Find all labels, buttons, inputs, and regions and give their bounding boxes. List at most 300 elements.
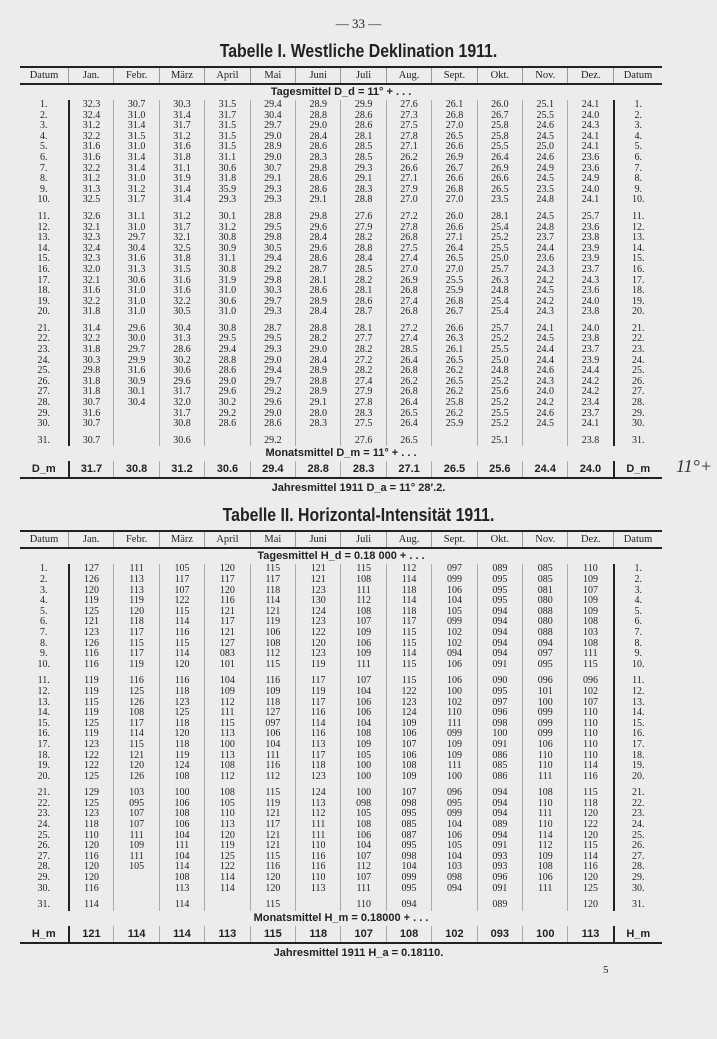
col-month: Juli bbox=[341, 67, 386, 84]
day-label: 27. bbox=[614, 852, 663, 863]
value-cell: 094 bbox=[477, 809, 522, 820]
value-cell: 104 bbox=[341, 719, 386, 730]
value-cell: 095 bbox=[386, 841, 431, 852]
value-cell bbox=[523, 900, 568, 911]
value-cell: 099 bbox=[523, 729, 568, 740]
value-cell: 096 bbox=[523, 676, 568, 687]
value-cell: 28.1 bbox=[341, 324, 386, 335]
value-cell: 31.6 bbox=[159, 276, 204, 287]
day-label: 24. bbox=[614, 356, 663, 367]
value-cell: 29.0 bbox=[205, 377, 250, 388]
value-cell: 27.9 bbox=[386, 185, 431, 196]
table-row bbox=[20, 628, 662, 639]
value-cell: 24.5 bbox=[523, 286, 568, 297]
table-row bbox=[20, 377, 662, 388]
value-cell: 27.0 bbox=[432, 265, 477, 276]
value-cell: 109 bbox=[114, 841, 159, 852]
day-label: 4. bbox=[614, 132, 663, 143]
day-label: 7. bbox=[614, 628, 663, 639]
value-cell: 108 bbox=[341, 607, 386, 618]
value-cell: 121 bbox=[250, 841, 295, 852]
day-label: 30. bbox=[37, 883, 50, 894]
table-row bbox=[20, 195, 662, 206]
value-cell: 122 bbox=[568, 820, 614, 831]
value-cell: 25.0 bbox=[477, 254, 522, 265]
mean-cell: 107 bbox=[341, 926, 386, 943]
value-cell: 30.8 bbox=[205, 324, 250, 335]
value-cell: 130 bbox=[296, 596, 341, 607]
value-cell: 102 bbox=[568, 687, 614, 698]
col-month: Mai bbox=[250, 531, 295, 548]
value-cell: 113 bbox=[114, 575, 159, 586]
value-cell: 109 bbox=[341, 740, 386, 751]
day-label: 23. bbox=[37, 809, 50, 820]
table-row bbox=[20, 788, 662, 799]
value-cell: 124 bbox=[296, 788, 341, 799]
value-cell: 24.8 bbox=[477, 366, 522, 377]
value-cell: 31.8 bbox=[69, 387, 114, 398]
value-cell: 29.5 bbox=[250, 223, 295, 234]
value-cell: 26.6 bbox=[432, 324, 477, 335]
value-cell: 119 bbox=[296, 687, 341, 698]
mean-label: H_m bbox=[20, 926, 69, 943]
table-row bbox=[20, 708, 662, 719]
value-cell: 30.7 bbox=[69, 398, 114, 409]
value-cell: 23.6 bbox=[568, 164, 614, 175]
value-cell: 106 bbox=[386, 751, 431, 762]
value-cell: 31.0 bbox=[114, 286, 159, 297]
value-cell: 125 bbox=[114, 687, 159, 698]
value-cell: 114 bbox=[159, 862, 204, 873]
value-cell: 105 bbox=[205, 799, 250, 810]
value-cell: 116 bbox=[69, 884, 114, 895]
value-cell: 28.9 bbox=[296, 387, 341, 398]
value-cell: 115 bbox=[568, 788, 614, 799]
value-cell: 126 bbox=[114, 698, 159, 709]
value-cell: 109 bbox=[386, 719, 431, 730]
value-cell: 107 bbox=[341, 676, 386, 687]
value-cell: 097 bbox=[432, 564, 477, 575]
value-cell: 091 bbox=[477, 660, 522, 671]
value-cell: 115 bbox=[250, 788, 295, 799]
table-row bbox=[20, 862, 662, 873]
day-label: 25. bbox=[37, 830, 50, 841]
day-label: 7. bbox=[40, 627, 48, 638]
value-cell: 101 bbox=[205, 660, 250, 671]
table-row bbox=[20, 799, 662, 810]
value-cell: 26.8 bbox=[432, 111, 477, 122]
value-cell bbox=[114, 436, 159, 447]
value-cell: 23.9 bbox=[568, 244, 614, 255]
value-cell: 089 bbox=[477, 900, 522, 911]
day-label: 15. bbox=[614, 719, 663, 730]
value-cell: 110 bbox=[69, 831, 114, 842]
value-cell: 113 bbox=[159, 884, 204, 895]
value-cell: 31.0 bbox=[114, 223, 159, 234]
value-cell: 103 bbox=[568, 628, 614, 639]
value-cell: 28.9 bbox=[250, 142, 295, 153]
value-cell: 095 bbox=[523, 660, 568, 671]
value-cell: 085 bbox=[386, 820, 431, 831]
value-cell: 108 bbox=[205, 788, 250, 799]
table-row bbox=[20, 809, 662, 820]
day-label: 11. bbox=[37, 676, 50, 687]
value-cell: 106 bbox=[159, 799, 204, 810]
value-cell: 26.5 bbox=[432, 132, 477, 143]
value-cell: 31.4 bbox=[159, 195, 204, 206]
day-label: 1. bbox=[614, 564, 663, 575]
day-label: 30. bbox=[614, 419, 663, 430]
value-cell: 099 bbox=[523, 719, 568, 730]
value-cell: 110 bbox=[523, 820, 568, 831]
value-cell: 26.8 bbox=[432, 297, 477, 308]
value-cell: 31.8 bbox=[159, 153, 204, 164]
col-month: Sept. bbox=[432, 67, 477, 84]
value-cell: 108 bbox=[159, 809, 204, 820]
value-cell: 105 bbox=[341, 751, 386, 762]
value-cell: 118 bbox=[386, 586, 431, 597]
day-label: 19. bbox=[614, 761, 663, 772]
value-cell: 32.2 bbox=[159, 297, 204, 308]
value-cell: 088 bbox=[523, 628, 568, 639]
value-cell: 30.2 bbox=[205, 398, 250, 409]
value-cell: 25.7 bbox=[477, 265, 522, 276]
day-label: 31. bbox=[614, 436, 663, 447]
value-cell: 23.6 bbox=[568, 153, 614, 164]
value-cell: 099 bbox=[432, 729, 477, 740]
value-cell: 108 bbox=[341, 729, 386, 740]
value-cell: 102 bbox=[432, 698, 477, 709]
value-cell: 24.3 bbox=[523, 265, 568, 276]
value-cell: 23.7 bbox=[568, 409, 614, 420]
value-cell: 106 bbox=[341, 831, 386, 842]
col-month: Juni bbox=[296, 67, 341, 84]
value-cell: 091 bbox=[477, 841, 522, 852]
value-cell: 25.2 bbox=[477, 233, 522, 244]
day-label: 9. bbox=[40, 184, 48, 195]
value-cell: 101 bbox=[523, 687, 568, 698]
value-cell: 30.0 bbox=[114, 334, 159, 345]
value-cell: 24.5 bbox=[523, 419, 568, 430]
value-cell: 28.5 bbox=[341, 265, 386, 276]
value-cell: 26.5 bbox=[432, 254, 477, 265]
value-cell: 121 bbox=[296, 575, 341, 586]
value-cell: 120 bbox=[205, 831, 250, 842]
value-cell: 114 bbox=[568, 852, 614, 863]
day-label: 1. bbox=[614, 100, 663, 111]
value-cell: 31.6 bbox=[159, 142, 204, 153]
value-cell: 25.7 bbox=[568, 212, 614, 223]
header-row bbox=[20, 67, 662, 84]
value-cell: 096 bbox=[477, 708, 522, 719]
value-cell: 104 bbox=[341, 841, 386, 852]
day-label: 21. bbox=[37, 788, 50, 799]
mean-cell: 114 bbox=[159, 926, 204, 943]
value-cell: 26.2 bbox=[386, 153, 431, 164]
monthly-mean-row bbox=[20, 926, 662, 943]
value-cell: 24.3 bbox=[568, 276, 614, 287]
day-label: 10. bbox=[614, 660, 663, 671]
value-cell: 26.8 bbox=[386, 286, 431, 297]
value-cell: 127 bbox=[205, 639, 250, 650]
value-cell: 094 bbox=[477, 799, 522, 810]
day-label: 11. bbox=[614, 212, 663, 223]
value-cell: 26.6 bbox=[477, 174, 522, 185]
value-cell: 115 bbox=[250, 852, 295, 863]
day-label: 5. bbox=[614, 607, 663, 618]
value-cell: 120 bbox=[205, 586, 250, 597]
value-cell: 31.0 bbox=[205, 307, 250, 318]
value-cell: 117 bbox=[114, 628, 159, 639]
value-cell: 31.4 bbox=[114, 164, 159, 175]
value-cell: 119 bbox=[69, 676, 114, 687]
value-cell: 106 bbox=[341, 698, 386, 709]
value-cell: 31.6 bbox=[114, 254, 159, 265]
value-cell: 114 bbox=[568, 761, 614, 772]
value-cell: 104 bbox=[432, 820, 477, 831]
value-cell bbox=[296, 436, 341, 447]
value-cell: 31.4 bbox=[114, 121, 159, 132]
value-cell: 30.8 bbox=[205, 265, 250, 276]
col-month: Sept. bbox=[432, 531, 477, 548]
value-cell: 25.4 bbox=[477, 297, 522, 308]
value-cell: 24.2 bbox=[523, 297, 568, 308]
value-cell: 113 bbox=[296, 799, 341, 810]
value-cell: 28.1 bbox=[477, 212, 522, 223]
day-label: 28. bbox=[614, 862, 663, 873]
value-cell: 114 bbox=[159, 649, 204, 660]
table-row bbox=[20, 254, 662, 265]
value-cell: 27.0 bbox=[386, 195, 431, 206]
value-cell: 27.2 bbox=[386, 212, 431, 223]
value-cell: 103 bbox=[114, 788, 159, 799]
value-cell: 31.4 bbox=[114, 153, 159, 164]
value-cell: 112 bbox=[341, 862, 386, 873]
value-cell: 117 bbox=[205, 575, 250, 586]
value-cell: 26.9 bbox=[432, 153, 477, 164]
value-cell: 27.3 bbox=[386, 111, 431, 122]
value-cell: 30.7 bbox=[69, 436, 114, 447]
value-cell: 31.4 bbox=[159, 111, 204, 122]
day-label: 14. bbox=[37, 243, 50, 254]
table-row bbox=[20, 419, 662, 430]
table-row bbox=[20, 387, 662, 398]
value-cell: 30.8 bbox=[205, 233, 250, 244]
value-cell: 100 bbox=[341, 761, 386, 772]
day-label: 12. bbox=[37, 686, 50, 697]
value-cell: 110 bbox=[523, 799, 568, 810]
col-month: Okt. bbox=[477, 67, 522, 84]
value-cell: 100 bbox=[205, 740, 250, 751]
value-cell: 29.7 bbox=[250, 377, 295, 388]
value-cell: 29.7 bbox=[114, 233, 159, 244]
value-cell: 28.6 bbox=[341, 111, 386, 122]
day-label: 17. bbox=[37, 739, 50, 750]
value-cell: 097 bbox=[477, 698, 522, 709]
value-cell: 28.8 bbox=[296, 111, 341, 122]
value-cell: 23.7 bbox=[568, 265, 614, 276]
value-cell: 115 bbox=[568, 660, 614, 671]
table-row bbox=[20, 244, 662, 255]
value-cell: 26.2 bbox=[432, 387, 477, 398]
value-cell: 110 bbox=[296, 841, 341, 852]
value-cell: 29.3 bbox=[205, 195, 250, 206]
day-label: 5. bbox=[40, 142, 48, 153]
value-cell: 30.7 bbox=[69, 419, 114, 430]
value-cell: 114 bbox=[250, 596, 295, 607]
value-cell: 111 bbox=[250, 751, 295, 762]
value-cell: 112 bbox=[523, 841, 568, 852]
value-cell: 32.1 bbox=[69, 223, 114, 234]
value-cell: 26.4 bbox=[386, 419, 431, 430]
value-cell: 095 bbox=[477, 575, 522, 586]
value-cell: 26.6 bbox=[432, 142, 477, 153]
value-cell: 110 bbox=[568, 740, 614, 751]
value-cell: 32.3 bbox=[69, 100, 114, 111]
value-cell: 28.8 bbox=[296, 377, 341, 388]
value-cell: 29.0 bbox=[296, 345, 341, 356]
value-cell: 120 bbox=[568, 809, 614, 820]
col-month: Aug. bbox=[386, 531, 431, 548]
value-cell: 119 bbox=[114, 596, 159, 607]
value-cell: 31.5 bbox=[205, 132, 250, 143]
value-cell: 107 bbox=[159, 586, 204, 597]
value-cell: 111 bbox=[159, 841, 204, 852]
value-cell: 28.5 bbox=[341, 153, 386, 164]
day-label: 26. bbox=[37, 841, 50, 852]
day-label: 11. bbox=[37, 211, 50, 222]
value-cell: 24.9 bbox=[568, 174, 614, 185]
value-cell: 27.4 bbox=[386, 254, 431, 265]
value-cell: 24.3 bbox=[523, 307, 568, 318]
mean-cell: 29.4 bbox=[250, 461, 295, 478]
value-cell: 25.2 bbox=[477, 398, 522, 409]
value-cell: 125 bbox=[205, 852, 250, 863]
value-cell: 113 bbox=[296, 884, 341, 895]
value-cell: 29.3 bbox=[341, 164, 386, 175]
value-cell: 109 bbox=[250, 687, 295, 698]
table-row bbox=[20, 564, 662, 575]
day-label: 28. bbox=[614, 398, 663, 409]
value-cell: 28.2 bbox=[341, 345, 386, 356]
value-cell: 117 bbox=[205, 617, 250, 628]
value-cell: 30.5 bbox=[159, 307, 204, 318]
value-cell: 115 bbox=[386, 660, 431, 671]
value-cell: 29.0 bbox=[250, 409, 295, 420]
value-cell: 31.0 bbox=[114, 307, 159, 318]
table-row bbox=[20, 265, 662, 276]
value-cell: 29.0 bbox=[250, 356, 295, 367]
value-cell: 123 bbox=[69, 740, 114, 751]
value-cell: 28.3 bbox=[296, 153, 341, 164]
value-cell: 26.9 bbox=[477, 164, 522, 175]
value-cell: 26.5 bbox=[432, 356, 477, 367]
value-cell: 27.9 bbox=[341, 223, 386, 234]
value-cell: 117 bbox=[250, 575, 295, 586]
value-cell: 26.9 bbox=[386, 276, 431, 287]
value-cell: 24.0 bbox=[568, 324, 614, 335]
value-cell: 119 bbox=[159, 751, 204, 762]
value-cell: 125 bbox=[69, 799, 114, 810]
mean-cell: 26.5 bbox=[432, 461, 477, 478]
value-cell: 086 bbox=[477, 772, 522, 783]
value-cell: 125 bbox=[69, 607, 114, 618]
day-label: 26. bbox=[614, 377, 663, 388]
value-cell: 116 bbox=[69, 660, 114, 671]
day-label: 21. bbox=[614, 788, 663, 799]
value-cell: 108 bbox=[114, 708, 159, 719]
day-label: 18. bbox=[614, 751, 663, 762]
value-cell: 29.7 bbox=[250, 121, 295, 132]
day-label: 19. bbox=[614, 297, 663, 308]
value-cell: 28.5 bbox=[341, 142, 386, 153]
value-cell: 26.8 bbox=[386, 366, 431, 377]
value-cell: 26.3 bbox=[477, 276, 522, 287]
col-datum: Datum bbox=[614, 67, 663, 84]
value-cell: 24.1 bbox=[568, 100, 614, 111]
value-cell: 25.5 bbox=[432, 276, 477, 287]
value-cell: 120 bbox=[159, 729, 204, 740]
monthly-mean-row bbox=[20, 461, 662, 478]
monthly-mean-label: Monatsmittel H_m = 0.18000 + . . . bbox=[253, 911, 429, 924]
col-month: Nov. bbox=[523, 67, 568, 84]
value-cell: 30.4 bbox=[114, 244, 159, 255]
day-label: 29. bbox=[614, 873, 663, 884]
value-cell: 108 bbox=[159, 772, 204, 783]
table-row bbox=[20, 761, 662, 772]
value-cell: 28.8 bbox=[205, 356, 250, 367]
value-cell: 105 bbox=[159, 564, 204, 575]
day-label: 15. bbox=[37, 718, 50, 729]
value-cell: 116 bbox=[69, 649, 114, 660]
value-cell: 119 bbox=[296, 660, 341, 671]
value-cell: 120 bbox=[568, 900, 614, 911]
value-cell: 085 bbox=[477, 761, 522, 772]
value-cell: 104 bbox=[159, 831, 204, 842]
value-cell: 30.6 bbox=[159, 436, 204, 447]
day-label: 10. bbox=[37, 659, 50, 670]
value-cell: 116 bbox=[296, 708, 341, 719]
value-cell: 26.5 bbox=[386, 436, 431, 447]
day-label: 9. bbox=[614, 649, 663, 660]
value-cell: 26.0 bbox=[477, 100, 522, 111]
value-cell: 116 bbox=[296, 729, 341, 740]
value-cell: 120 bbox=[250, 873, 295, 884]
value-cell bbox=[114, 419, 159, 430]
col-month: März bbox=[159, 531, 204, 548]
value-cell: 24.5 bbox=[523, 334, 568, 345]
value-cell: 121 bbox=[205, 628, 250, 639]
value-cell: 32.3 bbox=[69, 254, 114, 265]
value-cell: 094 bbox=[477, 788, 522, 799]
value-cell: 26.1 bbox=[432, 345, 477, 356]
value-cell: 31.3 bbox=[114, 265, 159, 276]
value-cell: 116 bbox=[69, 852, 114, 863]
value-cell: 111 bbox=[341, 884, 386, 895]
value-cell: 31.8 bbox=[205, 174, 250, 185]
value-cell: 093 bbox=[477, 862, 522, 873]
value-cell: 30.9 bbox=[205, 244, 250, 255]
table-row bbox=[20, 398, 662, 409]
value-cell: 32.1 bbox=[159, 233, 204, 244]
value-cell: 111 bbox=[523, 809, 568, 820]
value-cell: 119 bbox=[69, 596, 114, 607]
value-cell: 28.8 bbox=[341, 244, 386, 255]
value-cell: 116 bbox=[250, 761, 295, 772]
value-cell: 106 bbox=[432, 586, 477, 597]
value-cell: 111 bbox=[114, 564, 159, 575]
table-row bbox=[20, 676, 662, 687]
